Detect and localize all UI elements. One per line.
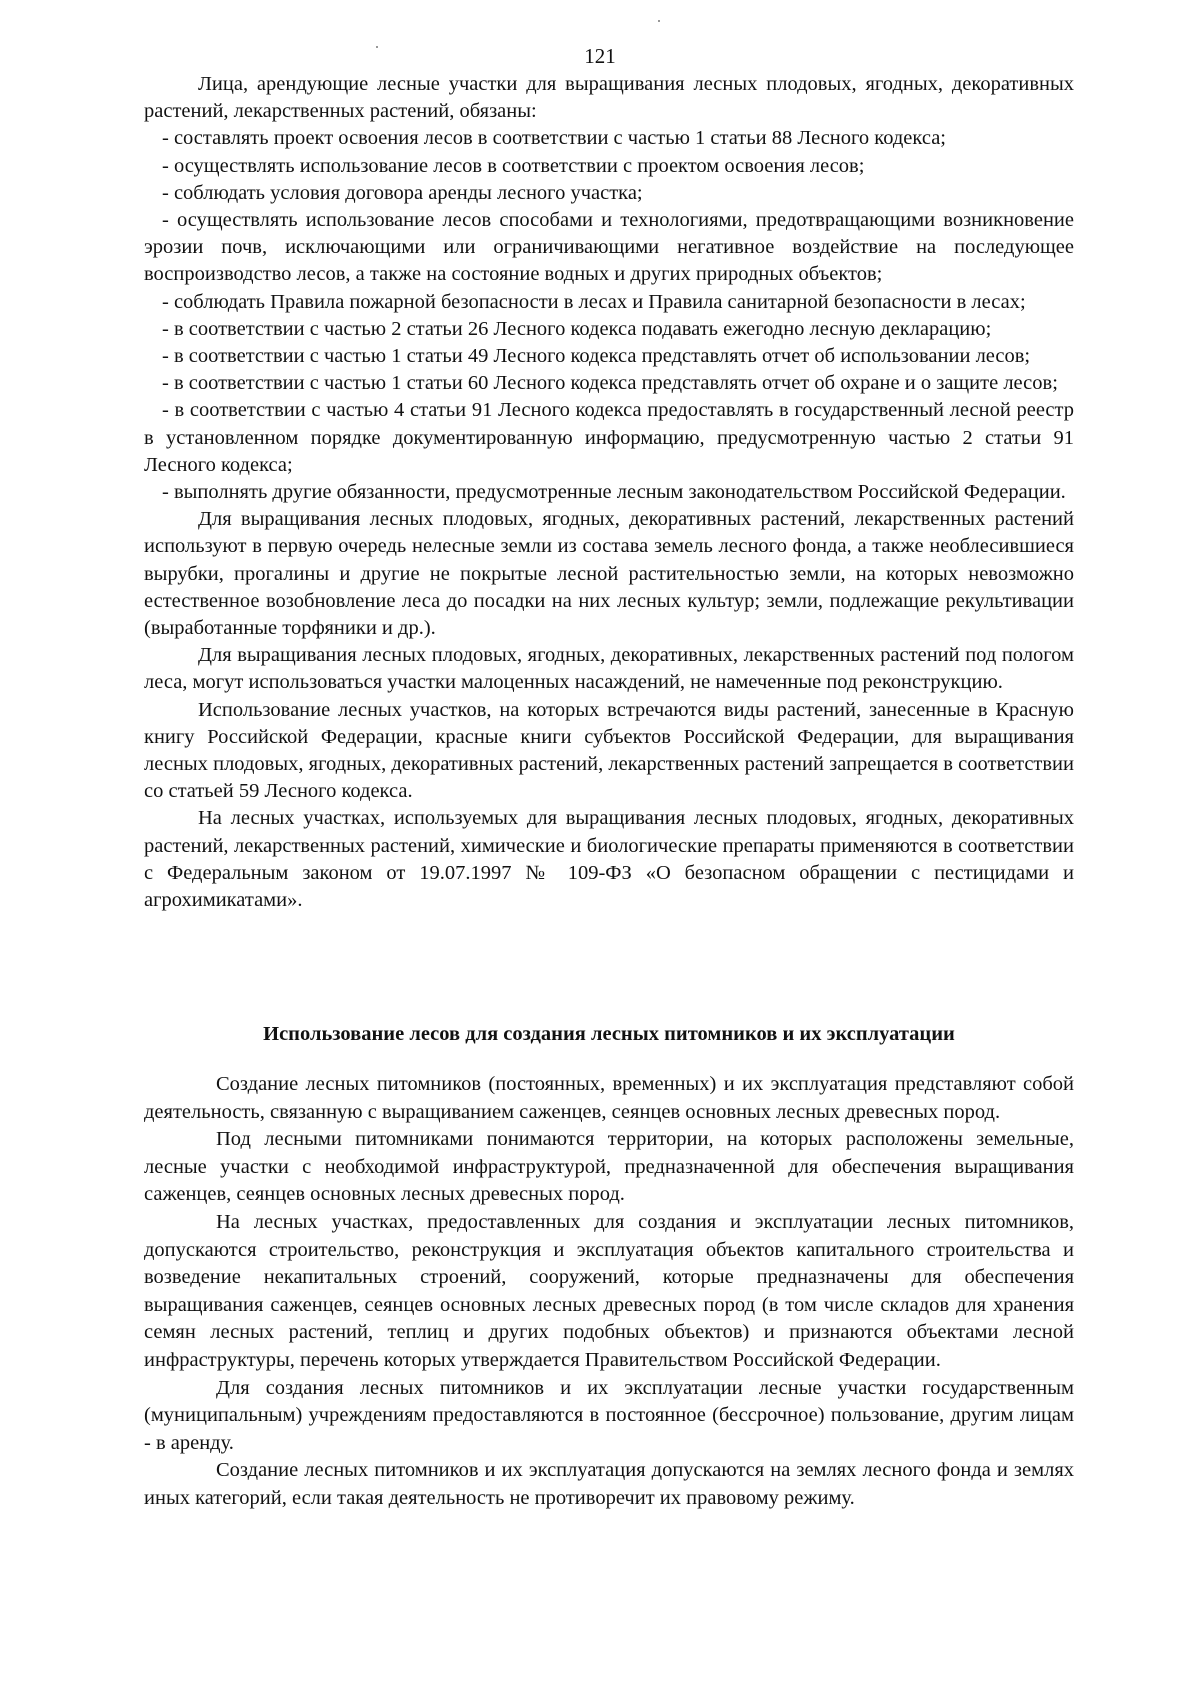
- body-paragraph: На лесных участках, используемых для выращивания лесных плодовых, ягодных, декоративных растений, лекарственных растений, химические и биологические препараты применяются в соответствии с Федеральным законом от 19.07.1997 № 109-ФЗ «О безопасном обращении с пестицидами и агрохимикатами».: [144, 807, 1074, 912]
- body-paragraph: Создание лесных питомников и их эксплуатация допускаются на землях лесного фонда и землях иных категорий, если такая деятельность не противоречит их правовому режиму.: [144, 1459, 1074, 1509]
- obligation-item: - осуществлять использование лесов способами и технологиями, предотвращающими возникновение эрозии почв, исключающими или ограничивающими негативное воздействие на последующее воспроизводство лесов, а также на состояние водных и других природных объектов;: [144, 209, 1074, 286]
- obligation-item: - в соответствии с частью 1 статьи 60 Лесного кодекса представлять отчет об охране и о защите лесов;: [162, 372, 1058, 395]
- page-number: 121: [584, 44, 616, 68]
- obligation-item: - соблюдать условия договора аренды лесного участка;: [162, 181, 643, 204]
- obligation-item: - соблюдать Правила пожарной безопасности в лесах и Правила санитарной безопасности в лесах;: [162, 290, 1026, 313]
- body-paragraph: На лесных участках, предоставленных для создания и эксплуатации лесных питомников, допускаются строительство, реконструкция и эксплуатация объектов капитального строительства и возведение некапитальных строений, сооружений, которые предназначены для обеспечения выращивания саженцев, сеянцев основных лесных древесных пород (в том числе складов для хранения семян лесных растений, теплиц и других подобных объектов) и признаются объектами лесной инфраструктуры, перечень которых утверждается Правительством Российской Федерации.: [144, 1210, 1074, 1371]
- section2-text: [144, 1071, 1074, 1513]
- obligation-item: - составлять проект освоения лесов в соответствии с частью 1 статьи 88 Лесного кодекса;: [162, 127, 946, 150]
- body-paragraph: Использование лесных участков, на которых встречаются виды растений, занесенные в Красную книгу Российской Федерации, красные книги субъектов Российской Федерации, для выращивания лесных плодовых, ягодных, декоративных растений, лекарственных растений запрещается в соответствии со статьей 59 Лесного кодекса.: [144, 698, 1074, 803]
- obligation-item: - в соответствии с частью 1 статьи 49 Лесного кодекса представлять отчет об использовании лесов;: [162, 345, 1031, 368]
- section-heading: Использование лесов для создания лесных питомников и их эксплуатации: [263, 1023, 955, 1045]
- body-paragraph: Под лесными питомниками понимаются территории, на которых расположены земельные, лесные участки с необходимой инфраструктурой, предназначенной для обеспечения выращивания саженцев, сеянцев основных лесных древесных пород.: [144, 1128, 1074, 1206]
- body-paragraph: Для выращивания лесных плодовых, ягодных, декоративных, лекарственных растений под пологом леса, могут использоваться участки малоценных насаждений, не намеченные под реконструкцию.: [144, 644, 1074, 694]
- body-paragraph: Для создания лесных питомников и их эксплуатации лесные участки государственным (муниципальным) учреждениям предоставляются в постоянное (бессрочное) пользование, другим лицам - в аренду.: [144, 1376, 1074, 1454]
- section1-intro: Лица, арендующие лесные участки для выращивания лесных плодовых, ягодных, декоративных растений, лекарственных растений, обязаны:: [144, 73, 1074, 123]
- obligation-item: - осуществлять использование лесов в соответствии с проектом освоения лесов;: [162, 154, 865, 177]
- obligation-item: - в соответствии с частью 2 статьи 26 Лесного кодекса подавать ежегодно лесную декларацию;: [162, 317, 992, 340]
- scan-speck: [658, 20, 660, 22]
- body-paragraph: Создание лесных питомников (постоянных, временных) и их эксплуатация представляют собой деятельность, связанную с выращиванием саженцев, сеянцев основных лесных древесных пород.: [144, 1073, 1074, 1123]
- section1-text: [144, 71, 1074, 914]
- body-paragraph: Для выращивания лесных плодовых, ягодных, декоративных растений, лекарственных растений используют в первую очередь нелесные земли из состава земель лесного фонда, а также необлесившиеся вырубки, прогалины и другие не покрытые лесной растительностью земли, на которых невозможно естественное возобновление леса до посадки на них лесных культур; земли, подлежащие рекультивации (выработанные торфяники и др.).: [144, 508, 1074, 640]
- obligation-item: - выполнять другие обязанности, предусмотренные лесным законодательством Российской Федерации.: [162, 481, 1066, 504]
- obligation-item: - в соответствии с частью 4 статьи 91 Лесного кодекса предоставлять в государственный лесной реестр в установленном порядке документированную информацию, предусмотренную частью 2 статьи 91 Лесного кодекса;: [144, 399, 1074, 476]
